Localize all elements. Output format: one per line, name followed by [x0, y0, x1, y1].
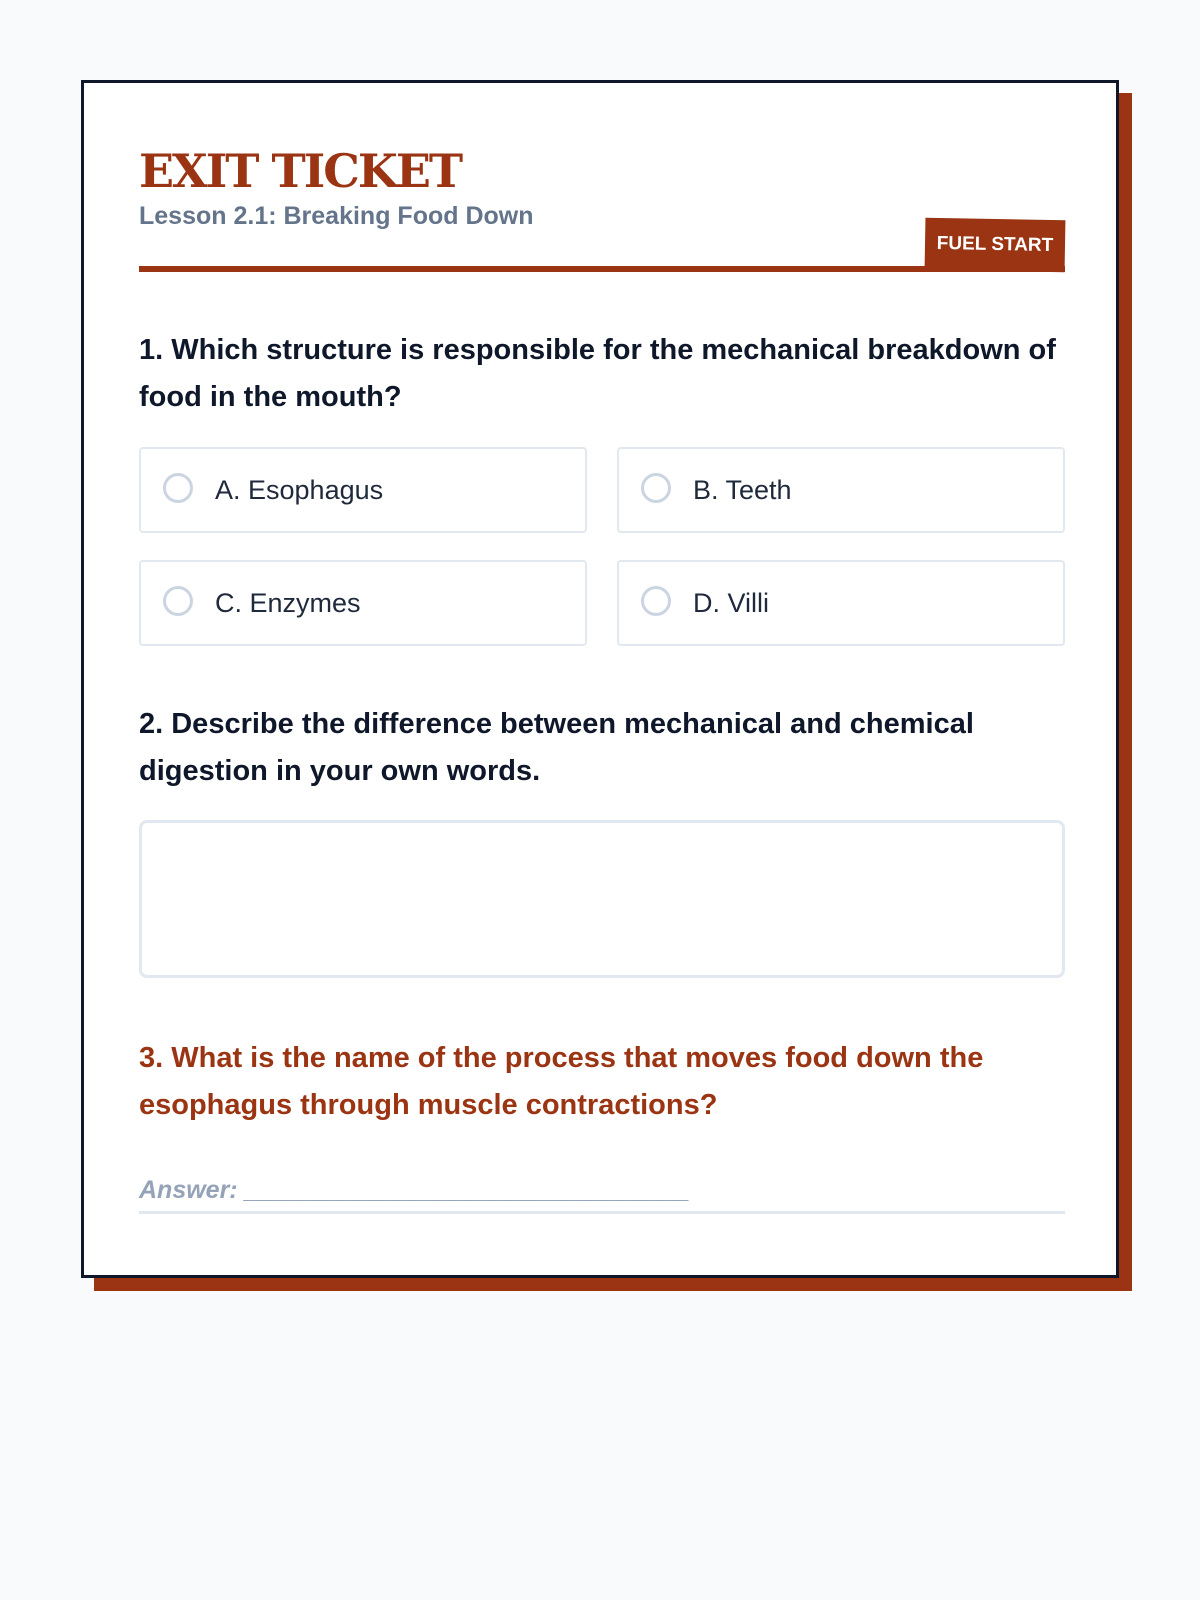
radio-button-option-d[interactable]: [641, 586, 671, 616]
option-d[interactable]: [617, 560, 1065, 646]
question-1-text: 1. Which structure is responsible for the mechanical breakdown of food in the mouth?: [139, 334, 1056, 413]
radio-button-option-a[interactable]: [163, 473, 193, 503]
card-body: [81, 80, 1119, 1278]
question-2-text: 2. Describe the difference between mechanical and chemical digestion in your own words.: [139, 708, 974, 787]
question-1-options: [139, 447, 1065, 643]
question-3-text: 3. What is the name of the process that moves food down the esophagus through muscle contractions?: [139, 1042, 984, 1121]
option-a-label: A. Esophagus: [215, 475, 384, 505]
option-c[interactable]: [139, 560, 587, 646]
header-divider: [139, 266, 1065, 272]
ticket-header: [139, 143, 1065, 273]
question-3-answer-field[interactable]: [139, 1173, 1065, 1214]
exit-ticket-card: [81, 80, 1119, 1278]
option-b[interactable]: [617, 447, 1065, 533]
radio-button-option-b[interactable]: [641, 473, 671, 503]
option-a[interactable]: [139, 447, 587, 533]
page-title: EXIT TICKET: [139, 144, 462, 198]
lesson-subtitle: Lesson 2.1: Breaking Food Down: [139, 202, 534, 230]
question-2-response-textarea[interactable]: [139, 820, 1065, 978]
option-b-label: B. Teeth: [693, 475, 792, 505]
answer-prompt: Answer: ________________________________: [139, 1176, 690, 1204]
option-c-label: C. Enzymes: [215, 588, 361, 618]
option-d-label: D. Villi: [693, 588, 770, 618]
fuel-start-badge: FUEL START: [925, 218, 1066, 272]
radio-button-option-c[interactable]: [163, 586, 193, 616]
